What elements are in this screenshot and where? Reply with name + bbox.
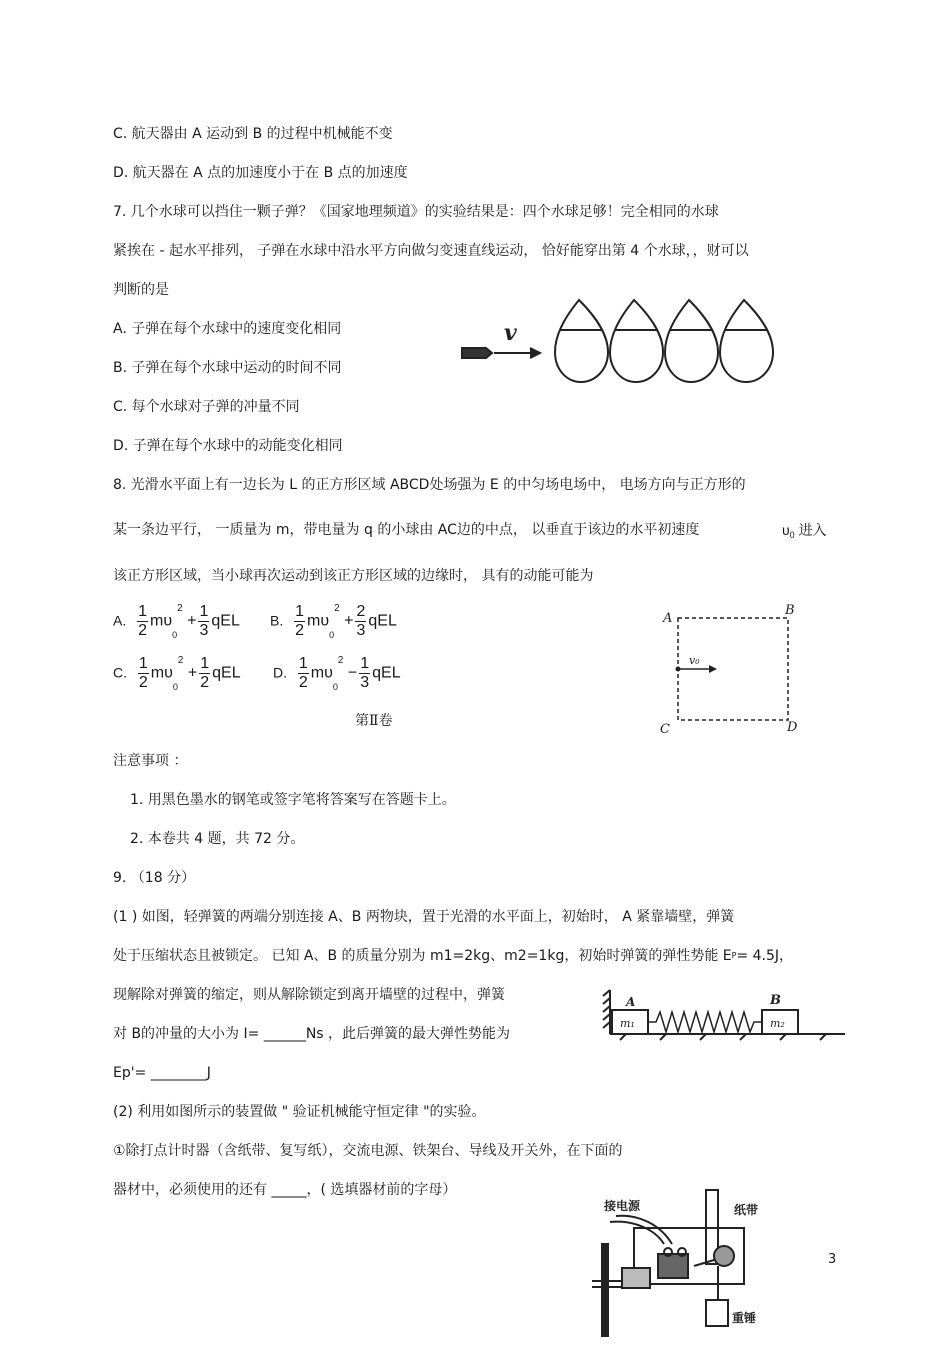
q9-part1-line3: 现解除对弹簧的缩定，则从解除锁定到离开墙壁的过程中，弹簧 xyxy=(113,987,505,1003)
square-region-figure xyxy=(655,598,805,740)
weight-label: 重锤 xyxy=(732,1311,757,1325)
q9-part1-line5: Ep'= ________J xyxy=(113,1065,211,1081)
q7-option-b: B. 子弹在每个水球中运动的时间不同 xyxy=(113,360,342,376)
bullet-icon xyxy=(462,348,492,358)
velocity-label: v xyxy=(504,320,517,346)
q7-stem-line2: 紧挨在 - 起水平排列， 子弹在水球中沿水平方向做匀变速直线运动， 恰好能穿出第 4 个水球，，财可以 xyxy=(113,243,749,259)
q8-stem-line1: 8. 光滑水平面上有一边长为 L 的正方形区域 ABCD处场强为 E 的中匀场电场中， 电场方向与正方形的 xyxy=(113,477,746,493)
corner-label-b: B xyxy=(785,603,795,618)
water-balloon-figure xyxy=(452,290,787,390)
q7-option-a: A. 子弹在每个水球中的速度变化相同 xyxy=(113,321,342,337)
q9-part1-line4: 对 B的冲量的大小为 I= ______Ns ，此后弹簧的最大弹性势能为 xyxy=(113,1026,511,1042)
q7-option-d: D. 子弹在每个水球中的动能变化相同 xyxy=(113,438,343,454)
spring xyxy=(648,1012,762,1032)
paper-tape-label: 纸带 xyxy=(734,1203,759,1217)
notice-heading: 注意事项 ： xyxy=(113,753,188,769)
q7-stem-line3: 判断的是 xyxy=(113,282,169,298)
q8-option-d: D. $\frac{1}{2}$ $m\upsilon 0^2$ − $\frac{1}{3}$ qEL xyxy=(273,655,401,692)
q8-stem-line3: 该正方形区域，当小球再次运动到该正方形区域的边缘时， 具有的动能可能为 xyxy=(113,568,594,584)
power-label: 接电源 xyxy=(604,1199,641,1213)
weight-block xyxy=(706,1300,728,1326)
q8-v0-symbol: υ0 进入 xyxy=(782,522,827,540)
q9-heading: 9. （18 分） xyxy=(113,870,196,886)
q8-option-c: C. $\frac{1}{2}$ $m\upsilon 0^2$ + $\frac{1}{2}$ qEL xyxy=(113,655,241,692)
corner-label-d: D xyxy=(787,720,798,735)
water-balloon xyxy=(665,300,718,382)
q9-part1-line2: 处于压缩状态且被锁定。 已知 A、B 的质量分别为 m1=2kg、m2=1kg，初始时弹簧的弹性势能 EP= 4.5J， xyxy=(113,948,794,964)
corner-label-c: C xyxy=(660,722,670,737)
water-balloon xyxy=(610,300,663,382)
q6-option-c: C. 航天器由 A 运动到 B 的过程中机械能不变 xyxy=(113,126,393,142)
spring-system-figure xyxy=(600,982,850,1044)
notice-item-1: 1. 用黑色墨水的钢笔或签字笔将答案写在答题卡上。 xyxy=(130,792,456,808)
block-a-label: A xyxy=(626,995,636,1009)
q6-option-d: D. 航天器在 A 点的加速度小于在 B 点的加速度 xyxy=(113,165,408,181)
q7-option-c: C. 每个水球对子弹的冲量不同 xyxy=(113,399,300,415)
water-balloon xyxy=(555,300,608,382)
q8-option-b: B. $\frac{1}{2}$ $m\upsilon 0^2$ + $\frac{2}{3}$ qEL xyxy=(270,603,397,640)
water-balloon xyxy=(720,300,773,382)
block-a-mass-label: m₁ xyxy=(620,1017,635,1030)
initial-velocity-label: v₀ xyxy=(689,654,700,667)
corner-label-a: A xyxy=(663,611,673,626)
q9-part2-line2: ①除打点计时器（含纸带、复写纸），交流电源、铁架台、导线及开关外，在下面的 xyxy=(113,1143,623,1159)
q9-part2-line1: (2) 利用如图所示的装置做 " 验证机械能守恒定律 "的实验。 xyxy=(113,1104,486,1120)
page-number: 3 xyxy=(828,1252,837,1267)
block-b-label: B xyxy=(770,993,781,1008)
section-title: 第Ⅱ卷 xyxy=(355,713,393,729)
q9-part1-line1: (1 ) 如图，轻弹簧的两端分别连接 A、B 两物块，置于光滑的水平面上，初始时， A 紧靠墙壁，弹簧 xyxy=(113,909,735,925)
q8-option-a: A. $\frac{1}{2}$ $m\upsilon 0^2$ + $\frac{1}{3}$ qEL xyxy=(113,603,240,640)
q9-part2-line3: 器材中，必须使用的还有 _____，( 选填器材前的字母） xyxy=(113,1182,457,1198)
q8-stem-line2: 某一条边平行， 一质量为 m，带电量为 q 的小球由 AC边的中点， 以垂直于该边的水平初速度 xyxy=(113,522,700,538)
notice-item-2: 2. 本卷共 4 题，共 72 分。 xyxy=(130,831,305,847)
block-b-mass-label: m₂ xyxy=(770,1017,785,1030)
q7-stem-line1: 7. 几个水球可以挡住一颗子弹？《国家地理频道》的实验结果是：四个水球足够！完全相同的水球 xyxy=(113,204,719,220)
apparatus-figure xyxy=(582,1184,802,1342)
